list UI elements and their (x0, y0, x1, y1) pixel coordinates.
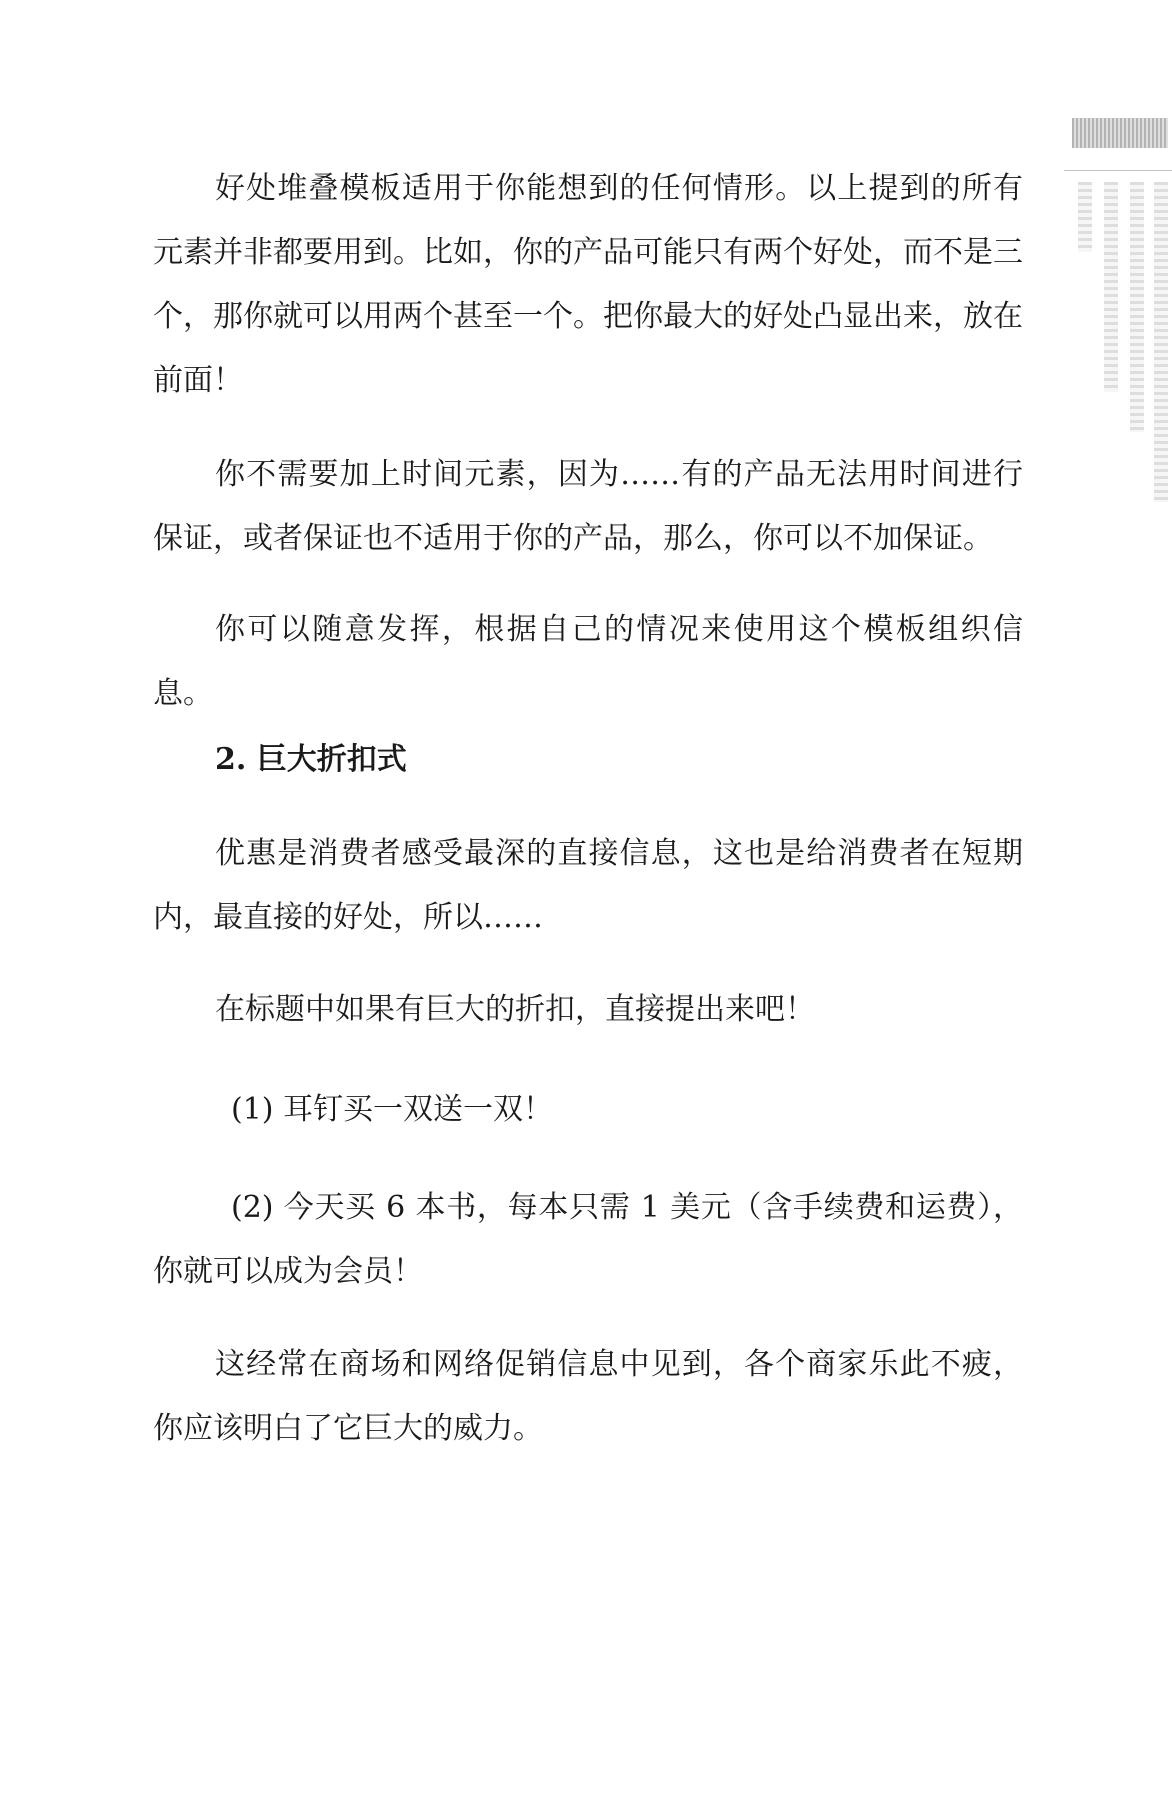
paragraph-2-block (153, 443, 1023, 571)
facing-page-text-trace (1078, 182, 1092, 252)
paragraph: 这经常在商场和网络促销信息中见到，各个商家乐此不疲，你应该明白了它巨大的威力。 (153, 1347, 1023, 1446)
paragraph-3-block (153, 598, 1023, 726)
facing-page-text-trace (1130, 182, 1144, 432)
list-item-1-block (153, 1078, 1023, 1142)
paragraph-4-block (153, 822, 1023, 950)
paragraph: 好处堆叠模板适用于你能想到的任何情形。以上提到的所有元素并非都要用到。比如，你的产品可能只有两个好处，而不是三个，那你就可以用两个甚至一个。把你最大的好处凸显出来，放在前面！ (153, 171, 1023, 398)
paragraph-1-block (153, 157, 1023, 413)
list-item: (1) 耳钉买一双送一双！ (231, 1092, 554, 1127)
facing-page-text-trace (1104, 182, 1118, 392)
section-heading-block (153, 728, 1023, 792)
paragraph-5-block (153, 978, 1023, 1042)
list-item-2-block (153, 1176, 1023, 1304)
facing-page-rule (1064, 170, 1172, 171)
paragraph: 你不需要加上时间元素，因为……有的产品无法用时间进行保证，或者保证也不适用于你的产品，那么，你可以不加保证。 (153, 457, 1023, 556)
facing-page-text-trace (1154, 182, 1168, 502)
paragraph-6-block (153, 1333, 1023, 1461)
paragraph: 优惠是消费者感受最深的直接信息，这也是给消费者在短期内，最直接的好处，所以…… (153, 836, 1023, 935)
section-heading: 2. 巨大折扣式 (215, 742, 407, 777)
facing-page-edge (1064, 118, 1172, 518)
paragraph: 你可以随意发挥，根据自己的情况来使用这个模板组织信息。 (153, 612, 1023, 711)
paragraph: 在标题中如果有巨大的折扣，直接提出来吧！ (215, 992, 815, 1027)
facing-page-header-mark (1072, 118, 1168, 148)
list-item: (2) 今天买 6 本书，每本只需 1 美元（含手续费和运费），你就可以成为会员！ (153, 1190, 1023, 1289)
